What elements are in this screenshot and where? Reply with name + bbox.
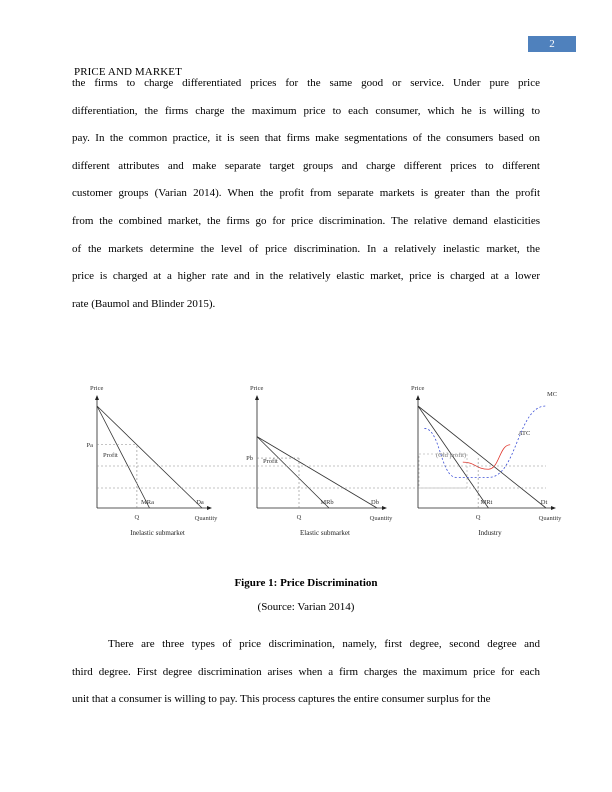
figure-source: (Source: Varian 2014)	[257, 601, 355, 613]
x-axis-label: Quantity	[538, 515, 562, 522]
price-label: Pa	[86, 441, 93, 449]
series-da-label: Da	[196, 499, 204, 506]
profit-region-label: (Old profit)	[436, 452, 467, 459]
paragraph-1-line: pay. In the common practice, it is seen that firms make segmentations of the consumers based on	[72, 132, 540, 145]
x-axis-label: Quantity	[369, 515, 393, 522]
page-number: 2	[549, 38, 555, 50]
price-discrimination-figure	[85, 378, 575, 542]
paragraph-1-line: price is charged at a higher rate and in the relatively elastic market, price is charged at a lower	[72, 270, 540, 283]
paragraph-1-line: customer groups (Varian 2014). When the profit from separate markets is greater than the profit	[72, 187, 540, 200]
paragraph-2-line: There are three types of price discrimination, namely, first degree, second degree and	[108, 638, 540, 650]
panel-title: Elastic submarket	[300, 529, 350, 537]
series-mc-label: MC	[546, 391, 558, 398]
x-axis-arrow	[382, 506, 387, 510]
y-axis-arrow	[255, 395, 259, 400]
profit-region-label: Profit	[263, 458, 278, 466]
old-profit-box	[419, 454, 467, 488]
x-axis-arrow	[551, 506, 556, 510]
quantity-label: Q	[296, 514, 302, 521]
y-axis-label: Price	[250, 385, 264, 392]
running-head: PRICE AND MARKET	[74, 66, 182, 78]
price-label: Pb	[246, 455, 253, 463]
paragraph-1-line: of the markets determine the level of price discrimination. In a relatively inelastic market, the	[72, 242, 540, 255]
series-atc-label: ATC	[518, 429, 531, 437]
figure-caption: Figure 1: Price Discrimination	[234, 577, 378, 589]
quantity-label: Q	[134, 514, 140, 521]
series-db-line	[257, 437, 377, 508]
series-dt-label: Dt	[540, 499, 548, 506]
paragraph-2-line: third degree. First degree discrimination arises when a firm charges the maximum price for each	[72, 665, 540, 678]
series-mrb-label: MRb	[320, 499, 334, 506]
profit-region-label: Profit	[103, 452, 118, 459]
paragraph-1-line: from the combined market, the firms go for price discrimination. The relative demand elasticities	[72, 215, 540, 227]
series-db-label: Db	[371, 499, 379, 506]
series-mrb-line	[257, 437, 329, 508]
x-axis-label: Quantity	[194, 515, 218, 522]
y-axis-label: Price	[90, 385, 104, 392]
y-axis-label: Price	[411, 385, 425, 392]
panel-title: Inelastic submarket	[130, 529, 185, 537]
paragraph-2-line: unit that a consumer is willing to pay. This process captures the entire consumer surplus for the	[72, 693, 491, 706]
panel-title: Industry	[478, 529, 502, 537]
paragraph-1-line: different attributes and make separate target groups and charge different prices to different	[72, 159, 540, 172]
y-axis-arrow	[95, 395, 99, 400]
series-atc-line	[463, 445, 510, 469]
series-mrt-label: MRt	[480, 499, 493, 506]
paragraph-1-line: rate (Baumol and Blinder 2015).	[72, 297, 216, 310]
quantity-label: Q	[475, 514, 481, 521]
y-axis-arrow	[416, 395, 420, 400]
series-mra-label: MRa	[141, 499, 154, 506]
paragraph-1-line: the firms to charge differentiated prices for the same good or service. Under pure price	[72, 77, 540, 89]
paragraph-1-line: differentiation, the firms charge the maximum price to each consumer, which he is willing to	[72, 104, 540, 117]
figure-svg	[85, 378, 575, 542]
x-axis-arrow	[207, 506, 212, 510]
